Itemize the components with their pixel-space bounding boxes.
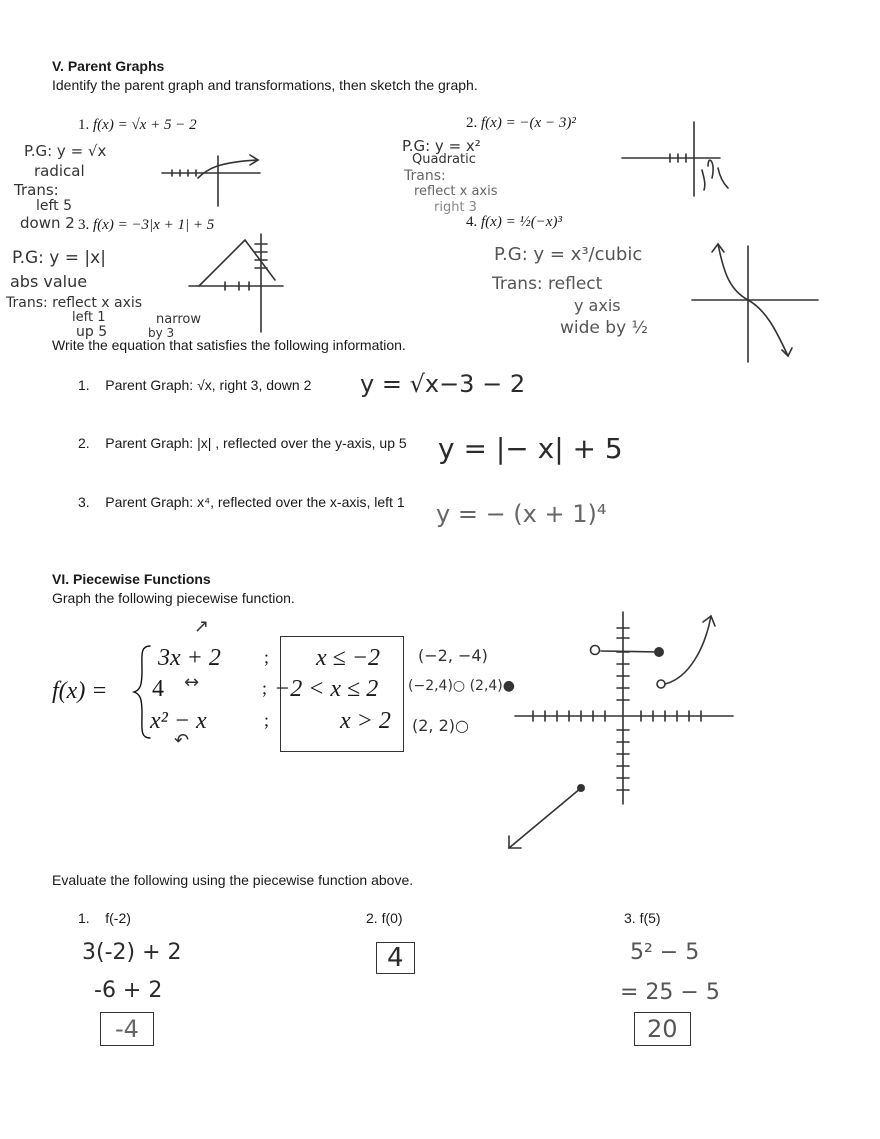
evaluate-instructions: Evaluate the following using the piecewise function above. — [52, 872, 414, 888]
section-title: VI. Piecewise Functions — [52, 571, 211, 587]
work-line: up 5 — [76, 324, 108, 340]
piece-separator: ; — [262, 678, 268, 698]
item-number: 2. — [78, 435, 90, 451]
work-line: right 3 — [434, 200, 477, 215]
equations-instructions: Write the equation that satisfies the following information. — [52, 337, 406, 353]
sketch-graph-4 — [690, 234, 820, 364]
work-line: reflect x axis — [414, 184, 498, 199]
evaluate-item — [78, 910, 131, 926]
margin-symbol: ↗ — [194, 616, 210, 637]
problem-equation: f(x) = −3|x + 1| + 5 — [93, 217, 215, 233]
section-title: V. Parent Graphs — [52, 58, 165, 74]
piece-separator: ; — [264, 647, 270, 667]
section-instructions: Identify the parent graph and transformations, then sketch the graph. — [52, 77, 478, 93]
equation-answer: y = √x−3 − 2 — [360, 370, 526, 398]
sketch-graph-3 — [185, 230, 285, 335]
work-line: Trans: reflect x axis — [6, 295, 143, 311]
work-line: -6 + 2 — [94, 978, 163, 1003]
work-line: wide by ½ — [560, 318, 649, 338]
equation-answer: y = |− x| + 5 — [438, 432, 623, 465]
work-line: P.G: y = |x| — [12, 248, 106, 268]
work-line: Trans: reflect — [492, 274, 603, 294]
work-line: down 2 — [20, 214, 75, 232]
item-number: 2. — [366, 910, 378, 926]
item-prompt: Parent Graph: |x| , reflected over the y-axis, up 5 — [105, 435, 407, 451]
piece-expression: 3x + 2 — [158, 645, 221, 671]
margin-symbol: ↔ — [184, 672, 200, 693]
problem-equation: f(x) = √x + 5 − 2 — [93, 117, 197, 133]
function-name: f(x) = — [52, 678, 108, 704]
item-prompt: f(0) — [381, 910, 403, 926]
section-instructions: Graph the following piecewise function. — [52, 590, 295, 606]
piece-separator: ; — [264, 710, 270, 730]
item-prompt: f(-2) — [105, 910, 131, 926]
problem-equation: f(x) = ½(−x)³ — [481, 214, 562, 230]
sketch-graph-1 — [160, 148, 270, 208]
boxed-answer: -4 — [100, 1012, 154, 1046]
problem-1 — [78, 117, 197, 134]
piece-point: (−2, −4) — [418, 646, 488, 665]
item-number: 3. — [78, 494, 90, 510]
piece-condition: x > 2 — [340, 708, 391, 734]
work-line: Quadratic — [412, 152, 476, 167]
work-line: 3(-2) + 2 — [82, 940, 182, 965]
margin-symbol: ↶ — [174, 730, 190, 751]
work-line: Trans: — [404, 168, 446, 184]
problem-number: 2. — [466, 115, 478, 131]
boxed-answer: 4 — [376, 942, 415, 974]
boxed-answer: 20 — [634, 1012, 691, 1046]
work-line: 5² − 5 — [630, 940, 700, 965]
work-line: y axis — [574, 296, 621, 315]
evaluate-item — [366, 910, 403, 926]
item-prompt: f(5) — [639, 910, 661, 926]
item-number: 1. — [78, 377, 90, 393]
item-prompt: Parent Graph: √x, right 3, down 2 — [105, 377, 312, 393]
sketch-graph-2 — [620, 118, 740, 198]
item-number: 1. — [78, 910, 90, 926]
work-line: P.G: y = √x — [24, 142, 107, 160]
item-prompt: Parent Graph: x⁴, reflected over the x-axis, left 1 — [105, 494, 405, 510]
problem-number: 4. — [466, 214, 478, 230]
work-line: P.G: y = x² — [402, 137, 481, 155]
equation-answer: y = − (x + 1)⁴ — [436, 500, 607, 528]
work-line: abs value — [10, 272, 88, 291]
work-line: radical — [34, 162, 85, 180]
problem-equation: f(x) = −(x − 3)² — [481, 115, 576, 131]
problem-number: 3. — [78, 217, 90, 233]
equation-item — [78, 494, 405, 510]
piece-condition: −2 < x ≤ 2 — [274, 676, 379, 702]
work-line: = 25 − 5 — [620, 980, 720, 1005]
work-line: by 3 — [148, 326, 175, 340]
work-line: P.G: y = x³/cubic — [494, 244, 643, 265]
piece-point: (2, 2)○ — [412, 716, 469, 735]
equation-item — [78, 377, 311, 393]
item-number: 3. — [624, 910, 636, 926]
equation-item — [78, 435, 407, 451]
problem-number: 1. — [78, 117, 90, 133]
problem-2 — [466, 115, 576, 132]
piece-expression: 4 — [152, 676, 164, 702]
work-line: narrow — [156, 312, 201, 327]
piece-expression: x² − x — [150, 708, 207, 734]
piece-point: (−2,4)○ (2,4)● — [408, 678, 515, 694]
piecewise-graph — [505, 608, 745, 854]
piece-condition: x ≤ −2 — [316, 645, 381, 671]
work-line: left 1 — [72, 310, 106, 325]
work-line: Trans: — [14, 181, 59, 199]
problem-4 — [466, 214, 562, 231]
work-line: left 5 — [36, 198, 73, 214]
evaluate-item — [624, 910, 661, 926]
